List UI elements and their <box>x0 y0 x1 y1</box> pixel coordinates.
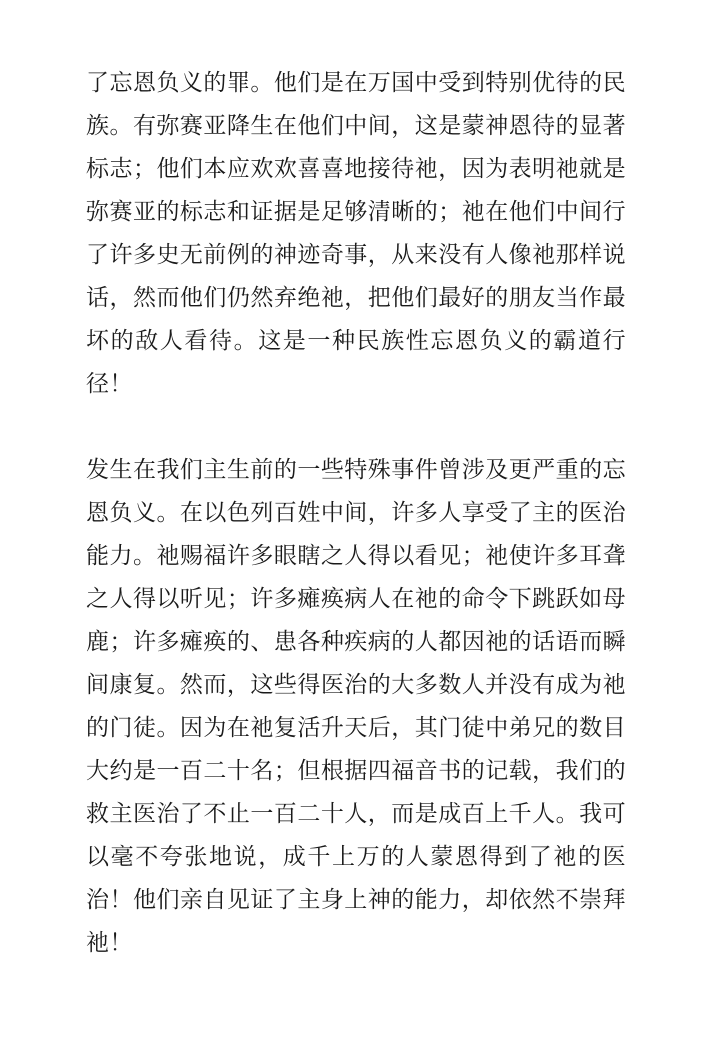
document-page <box>86 62 626 965</box>
paragraph-2: 发生在我们主生前的一些特殊事件曾涉及更严重的忘恩负义。在以色列百姓中间，许多人享受了主的医治能力。祂赐福许多眼瞎之人得以看见；祂使许多耳聋之人得以听见；许多瘫痪病人在祂的命令下跳跃如母鹿；许多瘫痪的、患各种疾病的人都因祂的话语而瞬间康复。然而，这些得医治的大多数人并没有成为祂的门徒。因为在祂复活升天后，其门徒中弟兄的数目大约是一百二十名；但根据四福音书的记载，我们的救主医治了不止一百二十人，而是成百上千人。我可以毫不夸张地说，成千上万的人蒙恩得到了祂的医治！他们亲自见证了主身上神的能力，却依然不崇拜祂！ <box>86 457 626 956</box>
paragraph-1: 了忘恩负义的罪。他们是在万国中受到特别优待的民族。有弥赛亚降生在他们中间，这是蒙神恩待的显著标志；他们本应欢欢喜喜地接待祂，因为表明祂就是弥赛亚的标志和证据是足够清晰的；祂在他们中间行了许多史无前例的神迹奇事，从来没有人像祂那样说话，然而他们仍然弃绝祂，把他们最好的朋友当作最坏的敌人看待。这是一种民族性忘恩负义的霸道行径！ <box>86 70 626 397</box>
